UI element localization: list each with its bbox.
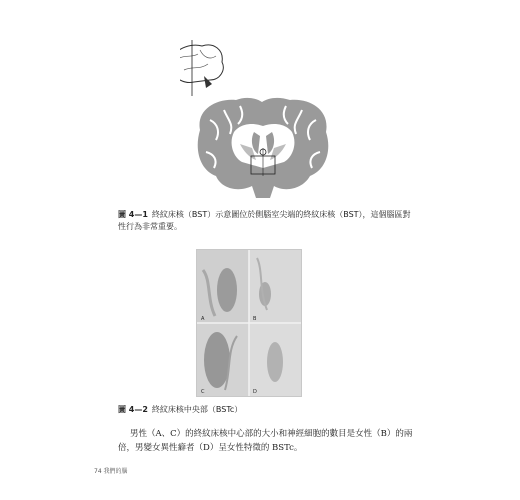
figure1-text: 終紋床核（BST）示意圖位於側腦室尖端的終紋床核（BST），這個腦區對性行為非常重要。 bbox=[118, 210, 411, 231]
figure2-label: 圖 4—2 bbox=[118, 405, 148, 414]
brain-illustration bbox=[180, 40, 350, 200]
body-paragraph: 男性（A、C）的終紋床核中心部的大小和神經細胞的數目是女性（B）的兩倍，男變女異性癖者（D）呈女性特徵的 BSTc。 bbox=[118, 429, 413, 453]
figure1-caption bbox=[118, 209, 418, 233]
figure1-label: 圖 4—1 bbox=[118, 210, 148, 219]
micrograph-panel bbox=[196, 249, 302, 397]
coronal-section bbox=[198, 98, 329, 198]
panel-label-b: B bbox=[253, 316, 257, 322]
panel-label-d: D bbox=[253, 389, 257, 395]
figure2-text: 終紋床核中央部（BSTc） bbox=[151, 405, 243, 414]
lateral-brain-sketch bbox=[180, 40, 223, 96]
figure2-caption bbox=[118, 404, 418, 416]
page-footer: 74 我們的腦 bbox=[94, 468, 128, 475]
panel-label-c: C bbox=[201, 389, 205, 395]
panel-label-a: A bbox=[201, 316, 205, 322]
brain-diagram bbox=[180, 40, 350, 200]
micrograph-image bbox=[197, 250, 301, 396]
